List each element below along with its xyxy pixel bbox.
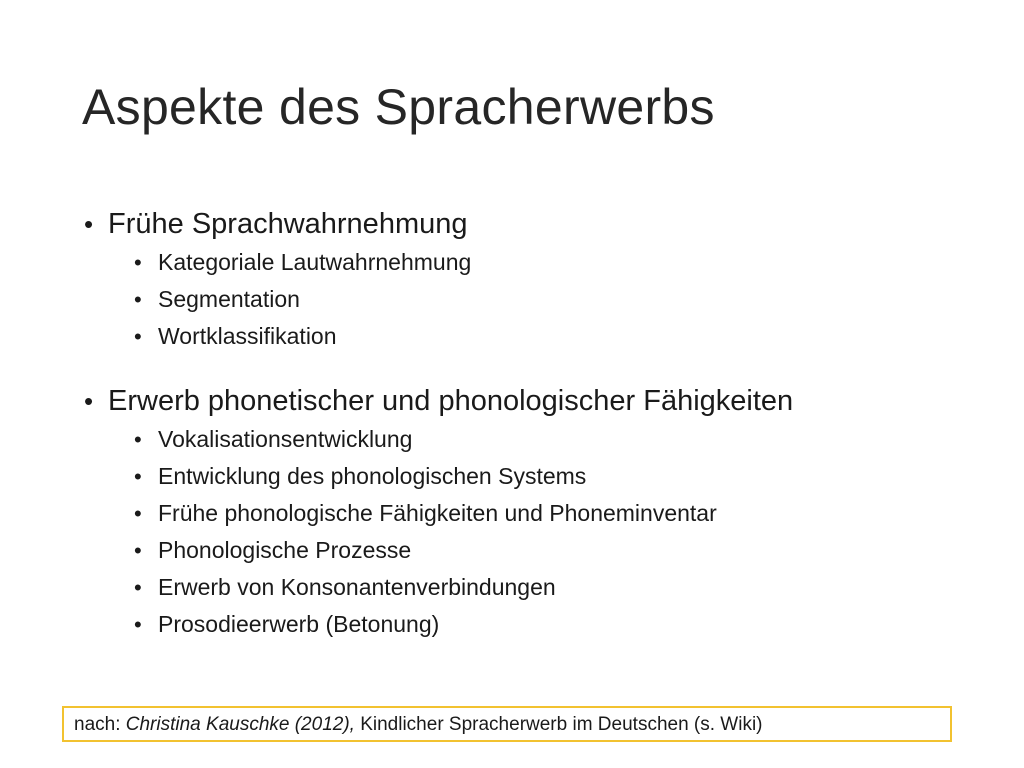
source-prefix: nach:	[74, 714, 126, 735]
bullet-item: • Entwicklung des phonologischen Systems	[84, 458, 984, 495]
bullet-item: • Phonologische Prozesse	[84, 532, 984, 569]
bullet-item: • Wortklassifikation	[84, 318, 984, 355]
bullet-heading: • Frühe Sprachwahrnehmung	[84, 204, 984, 244]
source-note	[62, 706, 952, 742]
bullet-heading: • Erwerb phonetischer und phonologischer Fähigkeiten	[84, 381, 984, 421]
bullet-item: • Frühe phonologische Fähigkeiten und Phoneminventar	[84, 495, 984, 532]
bullet-item: • Prosodieerwerb (Betonung)	[84, 606, 984, 643]
bullet-item: • Vokalisationsentwicklung	[84, 421, 984, 458]
source-author: Christina Kauschke (2012),	[125, 714, 355, 735]
source-title: Kindlicher Spracherwerb im Deutschen (s. Wiki)	[354, 714, 763, 735]
bullet-item: • Erwerb von Konsonantenverbindungen	[84, 569, 984, 606]
bullet-item: • Segmentation	[84, 281, 984, 318]
bullet-item: • Kategoriale Lautwahrnehmung	[84, 244, 984, 281]
slide-title: Aspekte des Spracherwerbs	[82, 79, 715, 135]
section-phonetic-phonological	[84, 381, 984, 643]
bullet-content	[84, 204, 984, 669]
section-early-perception	[84, 204, 984, 355]
